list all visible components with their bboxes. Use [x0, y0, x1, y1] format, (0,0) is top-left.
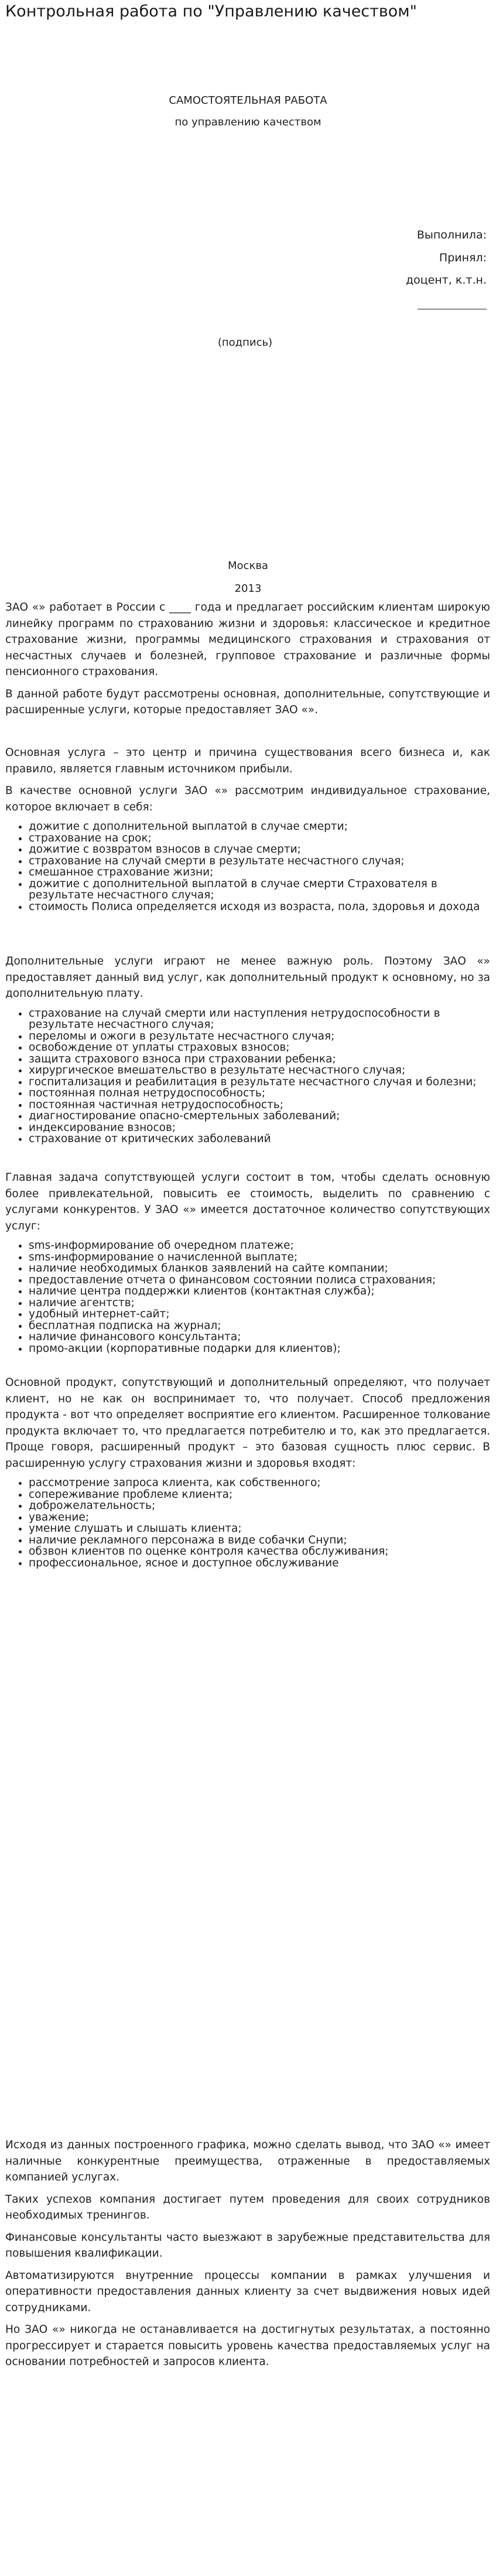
conclusion-paragraph-1: Исходя из данных построенного графика, можно сделать вывод, что ЗАО «» имеет наличные конкурентные преимущества, отраженные в предоставляемых компанией услугах. [5, 2139, 490, 2183]
accompanying-services-section [5, 1170, 490, 1354]
additional-services-list [5, 1008, 490, 1145]
list-item: • постоянная частичная нетрудоспособность; [29, 1099, 490, 1111]
list-item: • рассмотрение запроса клиента, как собственного; [29, 1477, 490, 1489]
additional-services-section [5, 953, 490, 1145]
list-item: • сопереживание проблеме клиента; [29, 1489, 490, 1501]
reviewer-title: доцент, к.т.н. [405, 274, 487, 287]
list-item: • удобный интернет-сайт; [29, 1309, 490, 1320]
conclusion-section [5, 2137, 490, 2376]
performed-by-label: Выполнила: [416, 229, 487, 241]
main-service-paragraph-1: Основная услуга – это центр и причина существования всего бизнеса и, как правило, является главным источником прибыли. [5, 747, 490, 775]
conclusion-paragraph-4: Автоматизируются внутренние процессы компании в рамках улучшения и оперативности предоставления данных клиенту за счет выдвижения новых идей сотрудниками. [5, 2269, 490, 2314]
list-item: • страхование на случай смерти в результате несчастного случая; [29, 856, 490, 867]
accompanying-services-paragraph: Главная задача сопутствующей услуги состоит в том, чтобы сделать основную более привлекательной, повысить ее стоимость, выделить по сравнению с услугами конкурентов. У ЗАО «» имеется достаточное количество сопутствующих услуг: [5, 1171, 490, 1232]
city: Москва [228, 560, 268, 572]
list-item: • sms-информирование об очередном платеже; [29, 1240, 490, 1252]
main-service-list [5, 821, 490, 912]
list-item: • переломы и ожоги в результате несчастного случая; [29, 1031, 490, 1042]
intro-paragraph-1: ЗАО «» работает в России с ____ года и предлагает российским клиентам широкую линейку программ по страхованию жизни и здоровья: классическое и кредитное страхование жизни, программы медицинского страхования и страхования от несчастных случаев и болезней, групповое страхование и различные формы пенсионного страхования. [5, 601, 490, 678]
extended-service-list [5, 1477, 490, 1569]
list-item: • профессиональное, ясное и доступное обслуживание [29, 1558, 490, 1569]
accepted-by-label: Принял: [439, 251, 487, 264]
list-item: • диагностирование опасно-смертельных заболеваний; [29, 1110, 490, 1122]
list-item: • наличие рекламного персонажа в виде собачки Снупи; [29, 1535, 490, 1546]
extended-service-section [5, 1375, 490, 1569]
list-item: • обзвон клиентов по оценке контроля качества обслуживания; [29, 1546, 490, 1558]
list-item: • промо-акции (корпоративные подарки для клиентов); [29, 1343, 490, 1355]
intro-paragraph-2: В данной работе будут рассмотрены основная, дополнительные, сопутствующие и расширенные услуги, которые предоставляет ЗАО «». [5, 687, 490, 716]
list-item: • дожитие с дополнительной выплатой в случае смерти Страхователя в результате несчастного случая; [29, 878, 490, 901]
list-item: • предоставление отчета о финансовом состоянии полиса страхования; [29, 1275, 490, 1286]
intro-section [5, 599, 490, 724]
list-item: • госпитализация и реабилитация в результате несчастного случая и болезни; [29, 1076, 490, 1088]
list-item: • дожитие с возвратом взносов в случае смерти; [29, 844, 490, 856]
year: 2013 [234, 582, 262, 595]
list-item: • постоянная полная нетрудоспособность; [29, 1088, 490, 1099]
list-item: • страхование от критических заболеваний [29, 1133, 490, 1145]
work-type: САМОСТОЯТЕЛЬНАЯ РАБОТА [169, 94, 327, 107]
list-item: • наличие центра поддержки клиентов (контактная служба); [29, 1286, 490, 1297]
list-item: • смешанное страхование жизни; [29, 867, 490, 878]
main-service-paragraph-2: В качестве основной услуги ЗАО «» рассмотрим индивидуальное страхование, которое включает в себя: [5, 785, 490, 813]
list-item: • наличие необходимых бланков заявлений на сайте компании; [29, 1263, 490, 1275]
list-item: • наличие финансового консультанта; [29, 1331, 490, 1343]
main-service-section [5, 745, 490, 912]
page-title: Контрольная работа по "Управлению качеством" [5, 2, 418, 21]
list-item: • стоимость Полиса определяется исходя из возраста, пола, здоровья и дохода [29, 901, 490, 913]
extended-service-paragraph: Основной продукт, сопутствующий и дополнительный определяют, что получает клиент, но не как он воспринимает то, что получает. Способ предложения продукта - вот что определяет восприятие его клиентом. Расширенное толкование продукта включает то, что предлагается потребителю и то, как это предлагается. Проще говоря, расширенный продукт – это базовая сущность плюс сервис. В расширенную услугу страхования жизни и здоровья входят: [5, 1376, 490, 1470]
conclusion-paragraph-2: Таких успехов компания достигает путем проведения для своих сотрудников необходимых тренингов. [5, 2193, 490, 2221]
accompanying-services-list [5, 1240, 490, 1354]
list-item: • sms-информирование о начисленной выплате; [29, 1252, 490, 1263]
list-item: • наличие агентств; [29, 1297, 490, 1309]
list-item: • умение слушать и слышать клиента; [29, 1523, 490, 1535]
list-item: • освобождение от уплаты страховых взносов; [29, 1042, 490, 1054]
list-item: • дожитие с дополнительной выплатой в случае смерти; [29, 821, 490, 833]
list-item: • уважение; [29, 1512, 490, 1524]
list-item: • страхование на срок; [29, 833, 490, 844]
list-item: • индексирование взносов; [29, 1122, 490, 1134]
list-item: • страхование на случай смерти или наступления нетрудоспособности в результате несчастного случая; [29, 1008, 490, 1031]
list-item: • хирургическое вмешательство в результате несчастного случая; [29, 1065, 490, 1076]
list-item: • бесплатная подписка на журнал; [29, 1320, 490, 1332]
work-subject: по управлению качеством [175, 116, 321, 128]
list-item: • защита страхового взноса при страховании ребенка; [29, 1054, 490, 1065]
additional-services-paragraph: Дополнительные услуги играют не менее важную роль. Поэтому ЗАО «» предоставляет данный вид услуг, как дополнительный продукт к основному, но за дополнительную плату. [5, 955, 490, 1000]
signature-caption: (подпись) [217, 336, 273, 349]
conclusion-paragraph-3: Финансовые консультанты часто выезжают в зарубежные представительства для повышения квалификации. [5, 2231, 490, 2260]
conclusion-paragraph-5: Но ЗАО «» никогда не останавливается на достигнутых результатах, а постоянно прогрессирует и старается повысить уровень качества предоставляемых услуг на основании потребностей и запросов клиента. [5, 2323, 490, 2368]
list-item: • доброжелательность; [29, 1500, 490, 1512]
